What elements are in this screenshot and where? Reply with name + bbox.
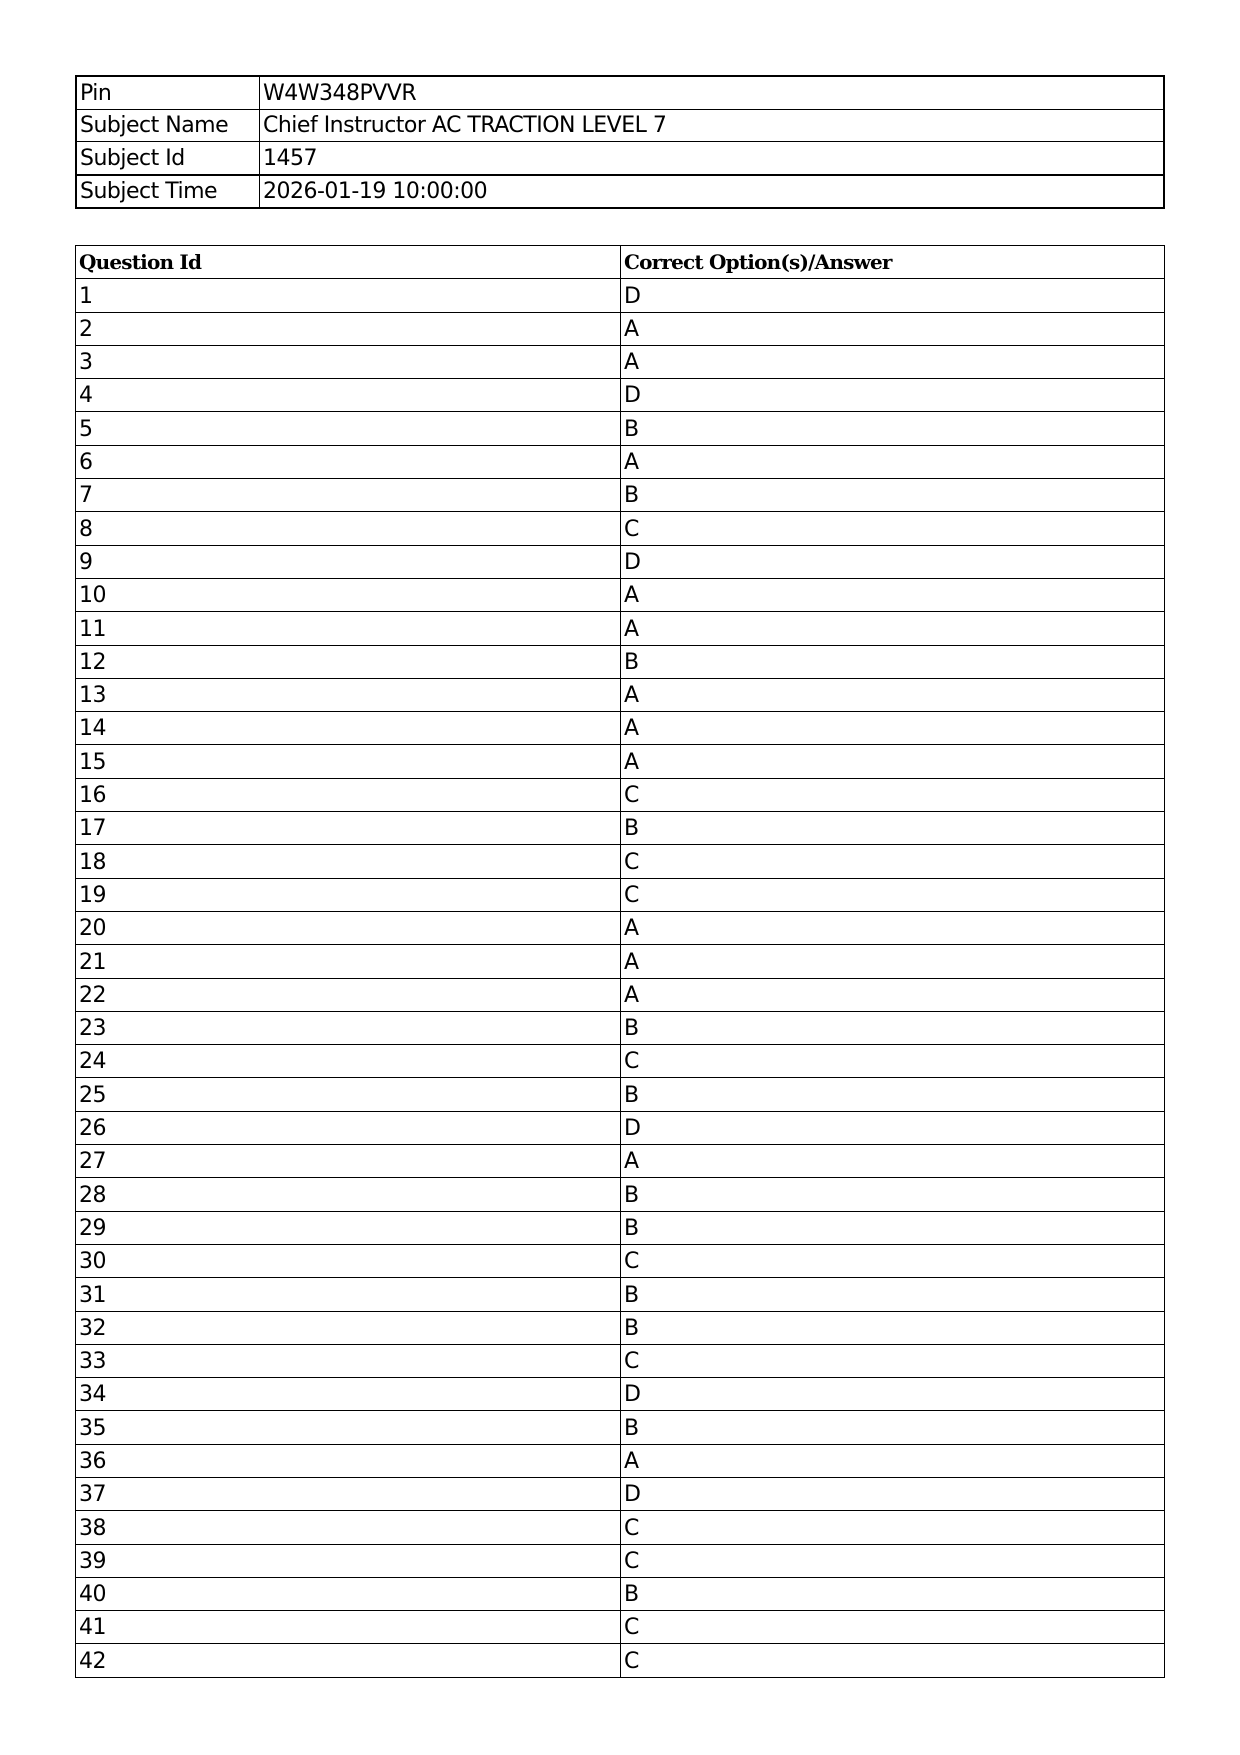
table-row — [76, 978, 1165, 1011]
correct-answer-cell: A — [621, 312, 1165, 345]
question-id-cell: 39 — [76, 1544, 621, 1577]
question-id-cell: 38 — [76, 1511, 621, 1544]
column-header-question-id: Question Id — [76, 246, 621, 279]
correct-answer-cell: C — [621, 1045, 1165, 1078]
table-row — [76, 1344, 1165, 1377]
correct-answer-cell: B — [621, 812, 1165, 845]
column-header-correct-answer: Correct Option(s)/Answer — [621, 246, 1165, 279]
table-row — [76, 1577, 1165, 1610]
correct-answer-cell: D — [621, 279, 1165, 312]
table-row — [76, 1145, 1165, 1178]
correct-answer-cell: C — [621, 1644, 1165, 1677]
table-row — [76, 1211, 1165, 1244]
table-row — [76, 1411, 1165, 1444]
table-row — [76, 1078, 1165, 1111]
question-id-cell: 5 — [76, 412, 621, 445]
correct-answer-cell: A — [621, 745, 1165, 778]
correct-answer-cell: A — [621, 978, 1165, 1011]
question-id-cell: 9 — [76, 545, 621, 578]
question-id-cell: 35 — [76, 1411, 621, 1444]
correct-answer-cell: C — [621, 1611, 1165, 1644]
table-row — [76, 1111, 1165, 1144]
correct-answer-cell: B — [621, 1278, 1165, 1311]
correct-answer-cell: D — [621, 1477, 1165, 1510]
table-row — [76, 778, 1165, 811]
correct-answer-cell: D — [621, 379, 1165, 412]
table-row — [76, 345, 1165, 378]
question-id-cell: 7 — [76, 479, 621, 512]
correct-answer-cell: C — [621, 778, 1165, 811]
table-row — [76, 1477, 1165, 1510]
info-label: Pin — [76, 76, 260, 109]
correct-answer-cell: B — [621, 479, 1165, 512]
info-label: Subject Time — [76, 175, 260, 209]
correct-answer-cell: A — [621, 678, 1165, 711]
table-row — [76, 479, 1165, 512]
table-row — [76, 1444, 1165, 1477]
question-id-cell: 19 — [76, 878, 621, 911]
answer-key-table — [75, 245, 1165, 1678]
question-id-cell: 14 — [76, 712, 621, 745]
question-id-cell: 23 — [76, 1011, 621, 1044]
table-row — [76, 1611, 1165, 1644]
question-id-cell: 27 — [76, 1145, 621, 1178]
table-row — [76, 845, 1165, 878]
correct-answer-cell: B — [621, 1311, 1165, 1344]
correct-answer-cell: C — [621, 512, 1165, 545]
question-id-cell: 17 — [76, 812, 621, 845]
info-row-pin — [76, 76, 1164, 109]
table-row — [76, 878, 1165, 911]
correct-answer-cell: A — [621, 612, 1165, 645]
info-row-subject-id — [76, 142, 1164, 175]
correct-answer-cell: B — [621, 412, 1165, 445]
pin-value: W4W348PVVR — [260, 76, 1165, 109]
question-id-cell: 26 — [76, 1111, 621, 1144]
correct-answer-cell: B — [621, 1178, 1165, 1211]
correct-answer-cell: D — [621, 1111, 1165, 1144]
table-row — [76, 445, 1165, 478]
question-id-cell: 2 — [76, 312, 621, 345]
question-id-cell: 29 — [76, 1211, 621, 1244]
question-id-cell: 33 — [76, 1344, 621, 1377]
correct-answer-cell: C — [621, 1244, 1165, 1277]
correct-answer-cell: A — [621, 345, 1165, 378]
question-id-cell: 15 — [76, 745, 621, 778]
correct-answer-cell: B — [621, 1577, 1165, 1610]
answer-table-header — [76, 246, 1165, 279]
question-id-cell: 10 — [76, 578, 621, 611]
table-row — [76, 1244, 1165, 1277]
question-id-cell: 22 — [76, 978, 621, 1011]
correct-answer-cell: B — [621, 1211, 1165, 1244]
question-id-cell: 36 — [76, 1444, 621, 1477]
correct-answer-cell: A — [621, 1444, 1165, 1477]
question-id-cell: 13 — [76, 678, 621, 711]
subject-id-value: 1457 — [260, 142, 1165, 175]
table-row — [76, 1511, 1165, 1544]
table-row — [76, 1011, 1165, 1044]
table-row — [76, 512, 1165, 545]
question-id-cell: 21 — [76, 945, 621, 978]
table-row — [76, 945, 1165, 978]
question-id-cell: 40 — [76, 1577, 621, 1610]
correct-answer-cell: A — [621, 445, 1165, 478]
correct-answer-cell: C — [621, 1544, 1165, 1577]
correct-answer-cell: B — [621, 1078, 1165, 1111]
question-id-cell: 1 — [76, 279, 621, 312]
table-row — [76, 312, 1165, 345]
question-id-cell: 4 — [76, 379, 621, 412]
table-row — [76, 678, 1165, 711]
table-row — [76, 1278, 1165, 1311]
correct-answer-cell: D — [621, 545, 1165, 578]
table-row — [76, 279, 1165, 312]
question-id-cell: 6 — [76, 445, 621, 478]
correct-answer-cell: D — [621, 1378, 1165, 1411]
table-row — [76, 745, 1165, 778]
question-id-cell: 16 — [76, 778, 621, 811]
correct-answer-cell: C — [621, 1344, 1165, 1377]
table-row — [76, 1311, 1165, 1344]
correct-answer-cell: B — [621, 645, 1165, 678]
correct-answer-cell: A — [621, 712, 1165, 745]
info-row-subject-time — [76, 175, 1164, 209]
table-row — [76, 1378, 1165, 1411]
question-id-cell: 30 — [76, 1244, 621, 1277]
subject-name-value: Chief Instructor AC TRACTION LEVEL 7 — [260, 109, 1165, 142]
question-id-cell: 3 — [76, 345, 621, 378]
correct-answer-cell: A — [621, 1145, 1165, 1178]
answer-rows — [76, 279, 1165, 1677]
table-row — [76, 911, 1165, 944]
correct-answer-cell: A — [621, 945, 1165, 978]
question-id-cell: 34 — [76, 1378, 621, 1411]
table-row — [76, 578, 1165, 611]
table-row — [76, 379, 1165, 412]
correct-answer-cell: A — [621, 578, 1165, 611]
table-row — [76, 412, 1165, 445]
question-id-cell: 12 — [76, 645, 621, 678]
question-id-cell: 42 — [76, 1644, 621, 1677]
table-row — [76, 1544, 1165, 1577]
subject-time-value: 2026-01-19 10:00:00 — [260, 175, 1165, 209]
correct-answer-cell: C — [621, 1511, 1165, 1544]
question-id-cell: 25 — [76, 1078, 621, 1111]
correct-answer-cell: A — [621, 911, 1165, 944]
correct-answer-cell: B — [621, 1011, 1165, 1044]
question-id-cell: 18 — [76, 845, 621, 878]
table-row — [76, 1178, 1165, 1211]
question-id-cell: 20 — [76, 911, 621, 944]
question-id-cell: 41 — [76, 1611, 621, 1644]
info-label: Subject Id — [76, 142, 260, 175]
table-row — [76, 1644, 1165, 1677]
question-id-cell: 24 — [76, 1045, 621, 1078]
subject-info-table — [75, 75, 1165, 209]
correct-answer-cell: C — [621, 845, 1165, 878]
table-row — [76, 712, 1165, 745]
info-row-subject-name — [76, 109, 1164, 142]
question-id-cell: 37 — [76, 1477, 621, 1510]
question-id-cell: 32 — [76, 1311, 621, 1344]
table-row — [76, 545, 1165, 578]
table-row — [76, 812, 1165, 845]
correct-answer-cell: B — [621, 1411, 1165, 1444]
info-label: Subject Name — [76, 109, 260, 142]
question-id-cell: 8 — [76, 512, 621, 545]
table-row — [76, 645, 1165, 678]
correct-answer-cell: C — [621, 878, 1165, 911]
table-row — [76, 612, 1165, 645]
table-row — [76, 1045, 1165, 1078]
question-id-cell: 28 — [76, 1178, 621, 1211]
question-id-cell: 31 — [76, 1278, 621, 1311]
question-id-cell: 11 — [76, 612, 621, 645]
